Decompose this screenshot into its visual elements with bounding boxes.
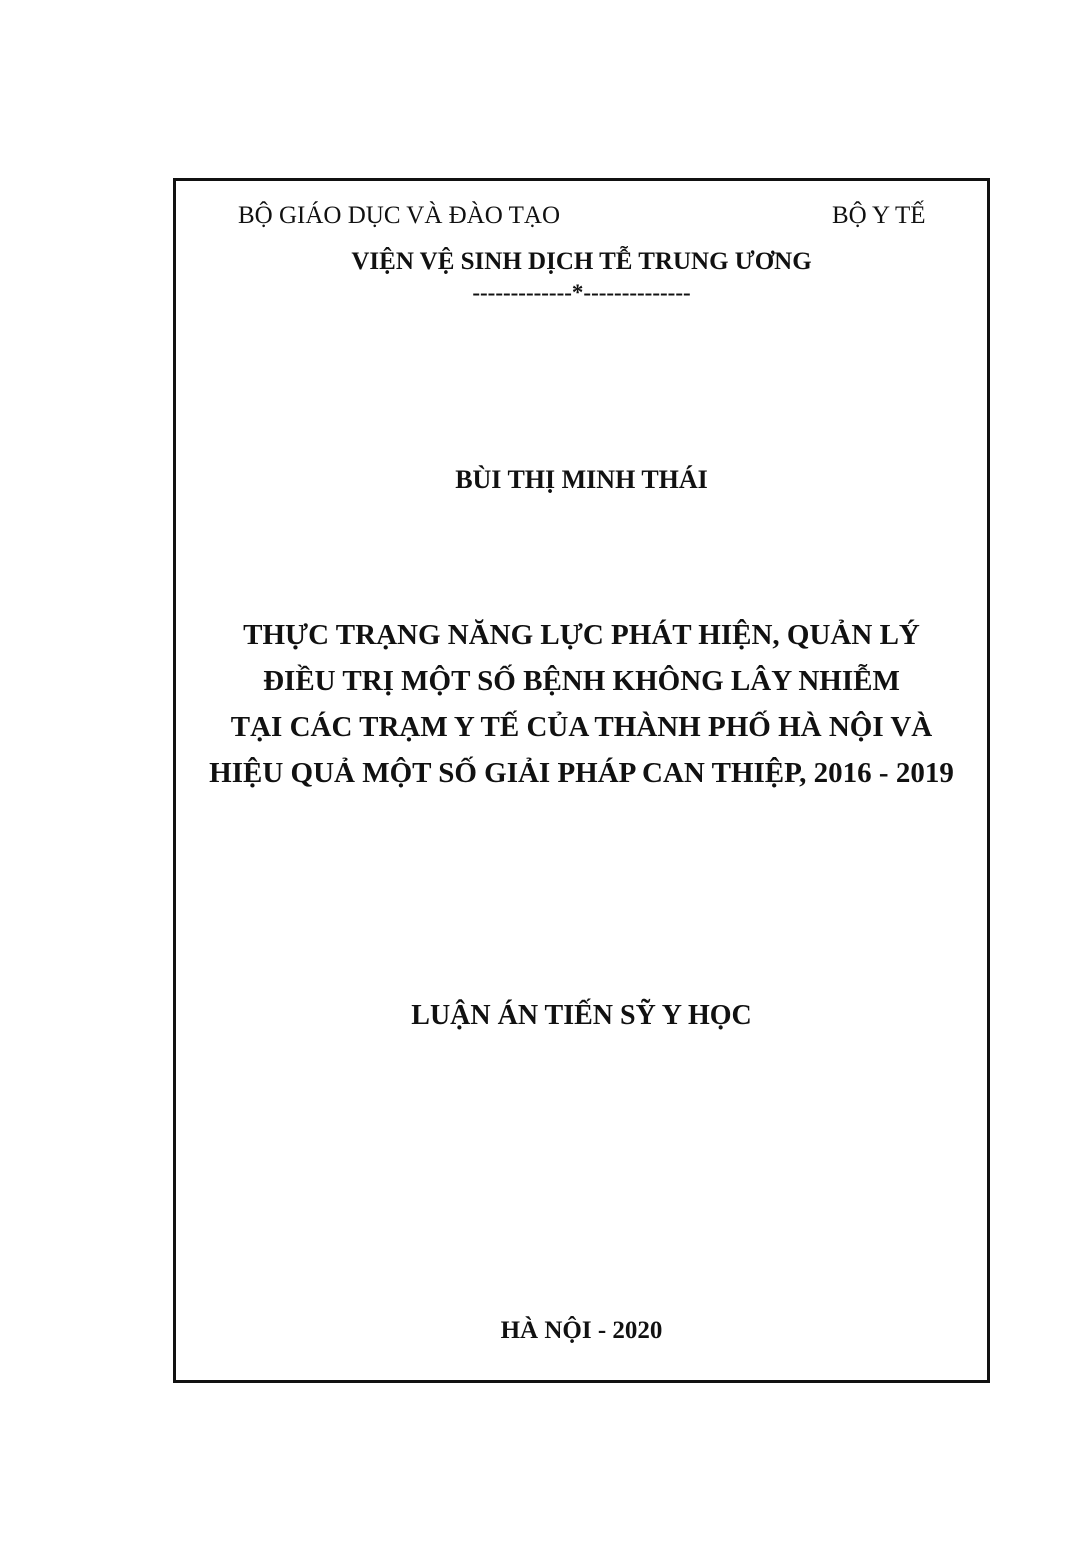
ministry-education: BỘ GIÁO DỤC VÀ ĐÀO TẠO bbox=[238, 202, 560, 229]
title-line-3: TẠI CÁC TRẠM Y TẾ CỦA THÀNH PHỐ HÀ NỘI VÀ bbox=[230, 711, 933, 743]
title-line-2: ĐIỀU TRỊ MỘT SỐ BỆNH KHÔNG LÂY NHIỄM bbox=[263, 665, 900, 697]
ministry-health: BỘ Y TẾ bbox=[832, 202, 926, 229]
degree-label: LUẬN ÁN TIẾN SỸ Y HỌC bbox=[411, 1000, 752, 1031]
title-line-4: HIỆU QUẢ MỘT SỐ GIẢI PHÁP CAN THIỆP, 2016 - 2019 bbox=[209, 757, 954, 789]
author-name: BÙI THỊ MINH THÁI bbox=[455, 465, 708, 494]
header-separator: -------------*-------------- bbox=[472, 280, 691, 305]
place-year: HÀ NỘI - 2020 bbox=[500, 1317, 663, 1344]
institute-name: VIỆN VỆ SINH DỊCH TỄ TRUNG ƯƠNG bbox=[351, 248, 812, 275]
title-line-1: THỰC TRẠNG NĂNG LỰC PHÁT HIỆN, QUẢN LÝ bbox=[243, 619, 920, 651]
thesis-title bbox=[173, 612, 990, 796]
